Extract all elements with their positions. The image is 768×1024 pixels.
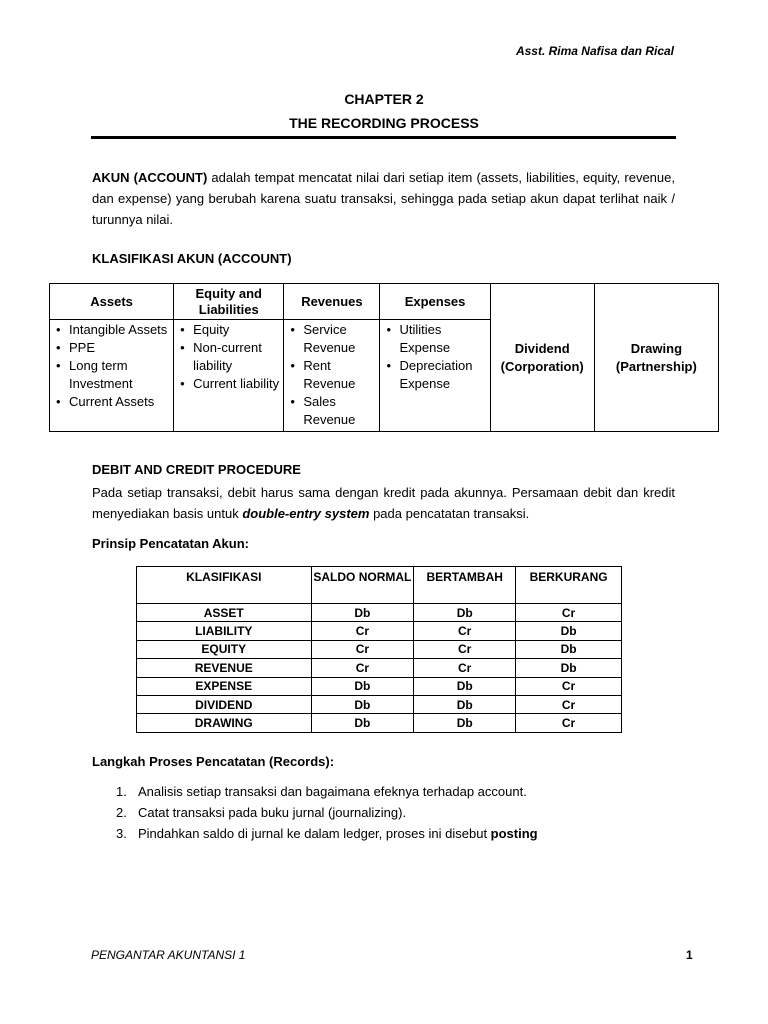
list-item: • Non-current liability (180, 339, 279, 375)
intro-paragraph (92, 167, 675, 230)
list-item (116, 781, 538, 802)
cell-berkurang: Cr (516, 677, 622, 695)
step-text: Pindahkan saldo di jurnal ke dalam ledger, proses ini disebut (138, 826, 491, 841)
cell-bertambah: Cr (414, 622, 516, 640)
debit-credit-text-before: Pada setiap transaksi, debit harus sama dengan kredit pada akunnya. Persamaan debit dan kredit menyediakan basis untuk (92, 485, 675, 521)
col-header-equity-liabilities: Equity and Liabilities (174, 284, 284, 320)
cell-berkurang: Db (516, 659, 622, 677)
list-item: • Service Revenue (290, 321, 375, 357)
revenues-list-cell (284, 320, 380, 432)
col-header-assets: Assets (50, 284, 174, 320)
cell-bertambah: Db (414, 695, 516, 713)
step-text: Analisis setiap transaksi dan bagaimana efeknya terhadap account. (138, 784, 527, 799)
intro-term: AKUN (ACCOUNT) (92, 170, 208, 185)
cell-klasifikasi: DIVIDEND (137, 695, 312, 713)
list-item: • Equity (180, 321, 279, 339)
double-entry-emphasis: double-entry system (242, 506, 370, 521)
list-item: • Intangible Assets (56, 321, 169, 339)
cell-saldo-normal: Db (311, 714, 414, 732)
cell-bertambah: Cr (414, 659, 516, 677)
debit-credit-heading: DEBIT AND CREDIT PROCEDURE (92, 462, 301, 477)
list-item: • Sales Revenue (290, 393, 375, 429)
step-text: Catat transaksi pada buku jurnal (journalizing). (138, 805, 407, 820)
debit-credit-text-after: pada pencatatan transaksi. (369, 506, 530, 521)
table-row (137, 604, 622, 622)
cell-saldo-normal: Cr (311, 640, 414, 658)
cell-klasifikasi: DRAWING (137, 714, 312, 732)
list-item: • Long term Investment (56, 357, 169, 393)
cell-berkurang: Cr (516, 714, 622, 732)
list-item: • Current liability (180, 375, 279, 393)
recording-steps-list (116, 781, 538, 844)
col-header-expenses: Expenses (380, 284, 490, 320)
author-header: Asst. Rima Nafisa dan Rical (515, 44, 674, 58)
cell-bertambah: Db (414, 677, 516, 695)
list-item (116, 802, 538, 823)
cell-saldo-normal: Db (311, 695, 414, 713)
cell-berkurang: Cr (516, 604, 622, 622)
cell-klasifikasi: EQUITY (137, 640, 312, 658)
header-berkurang: BERKURANG (516, 567, 622, 604)
cell-saldo-normal: Db (311, 604, 414, 622)
cell-klasifikasi: EXPENSE (137, 677, 312, 695)
cell-berkurang: Db (516, 622, 622, 640)
cell-bertambah: Db (414, 714, 516, 732)
list-item: • Current Assets (56, 393, 169, 411)
expenses-list-cell (380, 320, 490, 432)
cell-klasifikasi: LIABILITY (137, 622, 312, 640)
classification-heading: KLASIFIKASI AKUN (ACCOUNT) (92, 251, 292, 266)
cell-saldo-normal: Cr (311, 659, 414, 677)
steps-heading: Langkah Proses Pencatatan (Records): (92, 754, 335, 769)
header-bertambah: BERTAMBAH (414, 567, 516, 604)
list-item: • Depreciation Expense (386, 357, 485, 393)
cell-bertambah: Db (414, 604, 516, 622)
step-number: 3. (116, 826, 127, 841)
chapter-number: CHAPTER 2 (344, 91, 424, 107)
cell-bertambah: Cr (414, 640, 516, 658)
list-item: • PPE (56, 339, 169, 357)
account-classification-table (49, 283, 719, 432)
dividend-cell: Dividend (Corporation) (490, 284, 594, 432)
page-number: 1 (686, 948, 693, 962)
table-row (137, 677, 622, 695)
recording-principle-table (136, 566, 622, 733)
table-row (137, 714, 622, 732)
list-item: • Rent Revenue (290, 357, 375, 393)
list-item (116, 823, 538, 844)
header-saldo-normal: SALDO NORMAL (311, 567, 414, 604)
list-item: • Utilities Expense (386, 321, 485, 357)
table-row (137, 622, 622, 640)
drawing-cell: Drawing (Partnership) (594, 284, 718, 432)
title-divider (91, 136, 676, 139)
chapter-title: THE RECORDING PROCESS (289, 115, 479, 131)
table-row (137, 695, 622, 713)
step-bold-term: posting (490, 826, 538, 841)
equity-list-cell (174, 320, 284, 432)
table-row (137, 640, 622, 658)
assets-list-cell (50, 320, 174, 432)
principle-heading: Prinsip Pencatatan Akun: (92, 536, 249, 551)
cell-klasifikasi: REVENUE (137, 659, 312, 677)
col-header-revenues: Revenues (284, 284, 380, 320)
cell-berkurang: Db (516, 640, 622, 658)
debit-credit-paragraph (92, 482, 675, 524)
cell-saldo-normal: Db (311, 677, 414, 695)
intro-text: adalah tempat mencatat nilai dari setiap item (assets, liabilities, equity, revenue, dan expense) yang berubah karena suatu transaksi, sehingga pada setiap akun dapat terlihat naik / turunnya nilai. (92, 170, 675, 227)
cell-klasifikasi: ASSET (137, 604, 312, 622)
cell-saldo-normal: Cr (311, 622, 414, 640)
footer-course-title: PENGANTAR AKUNTANSI 1 (91, 948, 246, 962)
step-number: 1. (116, 784, 127, 799)
table-row (137, 659, 622, 677)
header-klasifikasi: KLASIFIKASI (137, 567, 312, 604)
step-number: 2. (116, 805, 127, 820)
cell-berkurang: Cr (516, 695, 622, 713)
